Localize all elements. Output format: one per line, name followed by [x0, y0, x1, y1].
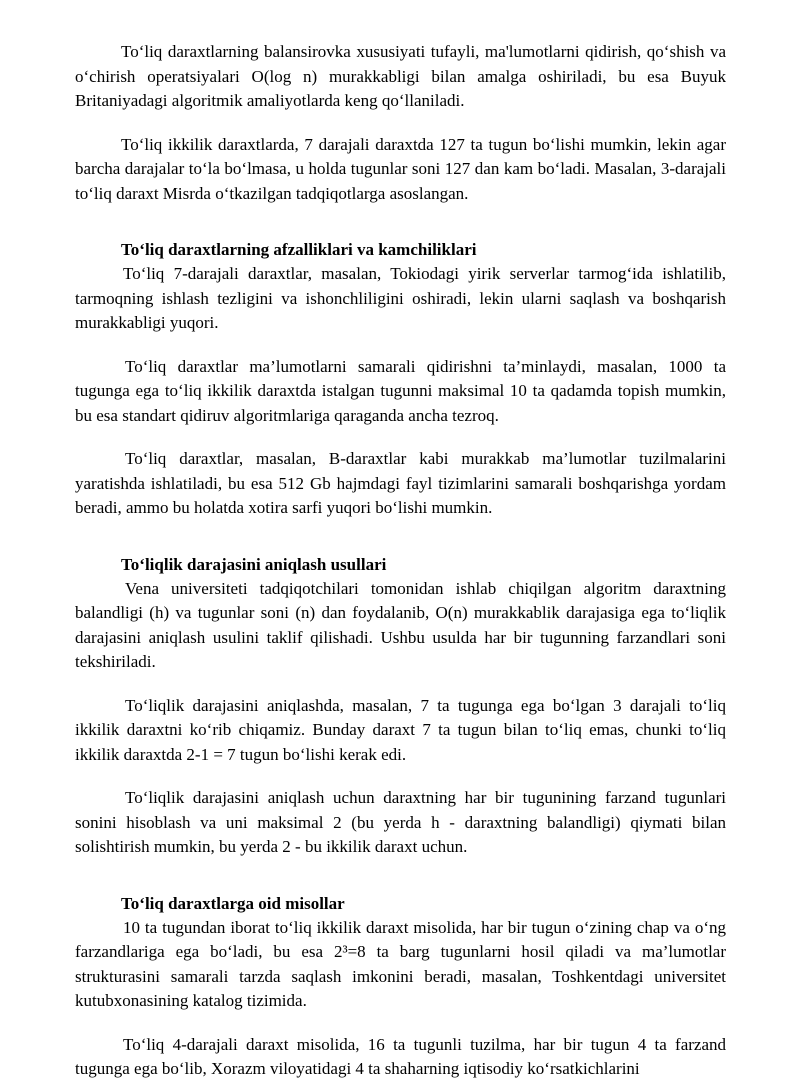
- paragraph-child-count-check: To‘liqlik darajasini aniqlash uchun daraxtning har bir tugunining farzand tugunlari sonini hisoblash va uni maksimal 2 (bu yerda h - daraxtning balandligi) qiymati bilan solishtirish mumkin, bu yerda 2 - bu ikkilik daraxt uchun.: [75, 788, 726, 856]
- section-heading-methods: To‘liqlik darajasini aniqlash usullari: [121, 554, 387, 574]
- section-heading-advantages: To‘liq daraxtlarning afzalliklari va kamchiliklari: [121, 240, 477, 259]
- paragraph-search-efficiency: To‘liq daraxtlar ma’lumotlarni samarali qidirishni ta’minlaydi, masalan, 1000 ta tugunga ega to‘liq ikkilik daraxtda istalgan tugunni maksimal 10 ta qadamda topish mumkin, bu esa standart qidiruv algoritmlariga qaraganda ancha tezroq.: [75, 356, 726, 425]
- paragraph-tokyo-servers: To‘liq 7-darajali daraxtlar, masalan, Tokiodagi yirik serverlar tarmog‘ida ishlatilib, tarmoqning ishlash tezligini va ishonchliligini oshiradi, lekin ularni saqlash va boshqarish murakkabligi yuqori.: [75, 264, 726, 332]
- paragraph-vienna-algorithm: Vena universiteti tadqiqotchilari tomonidan ishlab chiqilgan algoritm daraxtning balandligi (h) va tugunlar soni (n) dan foydalanib, O(n) murakkablik darajasiga ega to‘liqlik darajasini aniqlash usulini taklif qilishadi. Ushbu usulda har bir tugunning farzandlari soni tekshiriladi.: [75, 578, 726, 671]
- paragraph-ten-node-tree: 10 ta tugundan iborat to‘liq ikkilik daraxt misolida, har bir tugun o‘zining chap va o‘ng farzandlariga ega bo‘ladi, bu esa 2³=8 ta barg tugunlarni hosil qiladi va ma’lumotlar strukturasini samarali tarzda saqlash imkonini beradi, masalan, Toshkentdagi universitet kutubxonasining katalog tizimida.: [75, 917, 726, 1010]
- paragraph-binary-tree-levels: To‘liq ikkilik daraxtlarda, 7 darajali daraxtda 127 ta tugun bo‘lishi mumkin, lekin agar barcha darajalar to‘la bo‘lmasa, u holda tugunlar soni 127 dan kam bo‘ladi. Masalan, 3-darajali to‘liq daraxt Misrda o‘tkazilgan tadqiqotlarga asoslangan.: [75, 134, 726, 203]
- document-page: [75, 40, 726, 1082]
- paragraph-balancing: To‘liq daraxtlarning balansirovka xususiyati tufayli, ma'lumotlarni qidirish, qo‘shish va o‘chirish operatsiyalari O(log n) murakkabligi bilan amalga oshiriladi, bu esa Buyuk Britaniyadagi algoritmik amaliyotlarda keng qo‘llaniladi.: [75, 42, 726, 110]
- paragraph-completeness-example: To‘liqlik darajasini aniqlashda, masalan, 7 ta tugunga ega bo‘lgan 3 darajali to‘liq ikkilik daraxtni ko‘rib chiqamiz. Bunday daraxt 7 ta tugun bilan to‘liq emas, chunki to‘liq ikkilik daraxtda 2-1 = 7 tugun bo‘lishi kerak edi.: [75, 695, 726, 764]
- section-heading-examples: To‘liq daraxtlarga oid misollar: [121, 893, 345, 913]
- paragraph-b-trees: To‘liq daraxtlar, masalan, B-daraxtlar kabi murakkab ma’lumotlar tuzilmalarini yaratishda ishlatiladi, bu esa 512 Gb hajmdagi fayl tizimlarini samarali boshqarishga yordam beradi, ammo bu holatda xotira sarfi yuqori bo‘lishi mumkin.: [75, 449, 726, 517]
- paragraph-four-level-tree: To‘liq 4-darajali daraxt misolida, 16 ta tugunli tuzilma, har bir tugun 4 ta farzand tugunga ega bo‘lib, Xorazm viloyatidagi 4 ta shaharning iqtisodiy ko‘rsatkichlarini: [75, 1034, 726, 1078]
